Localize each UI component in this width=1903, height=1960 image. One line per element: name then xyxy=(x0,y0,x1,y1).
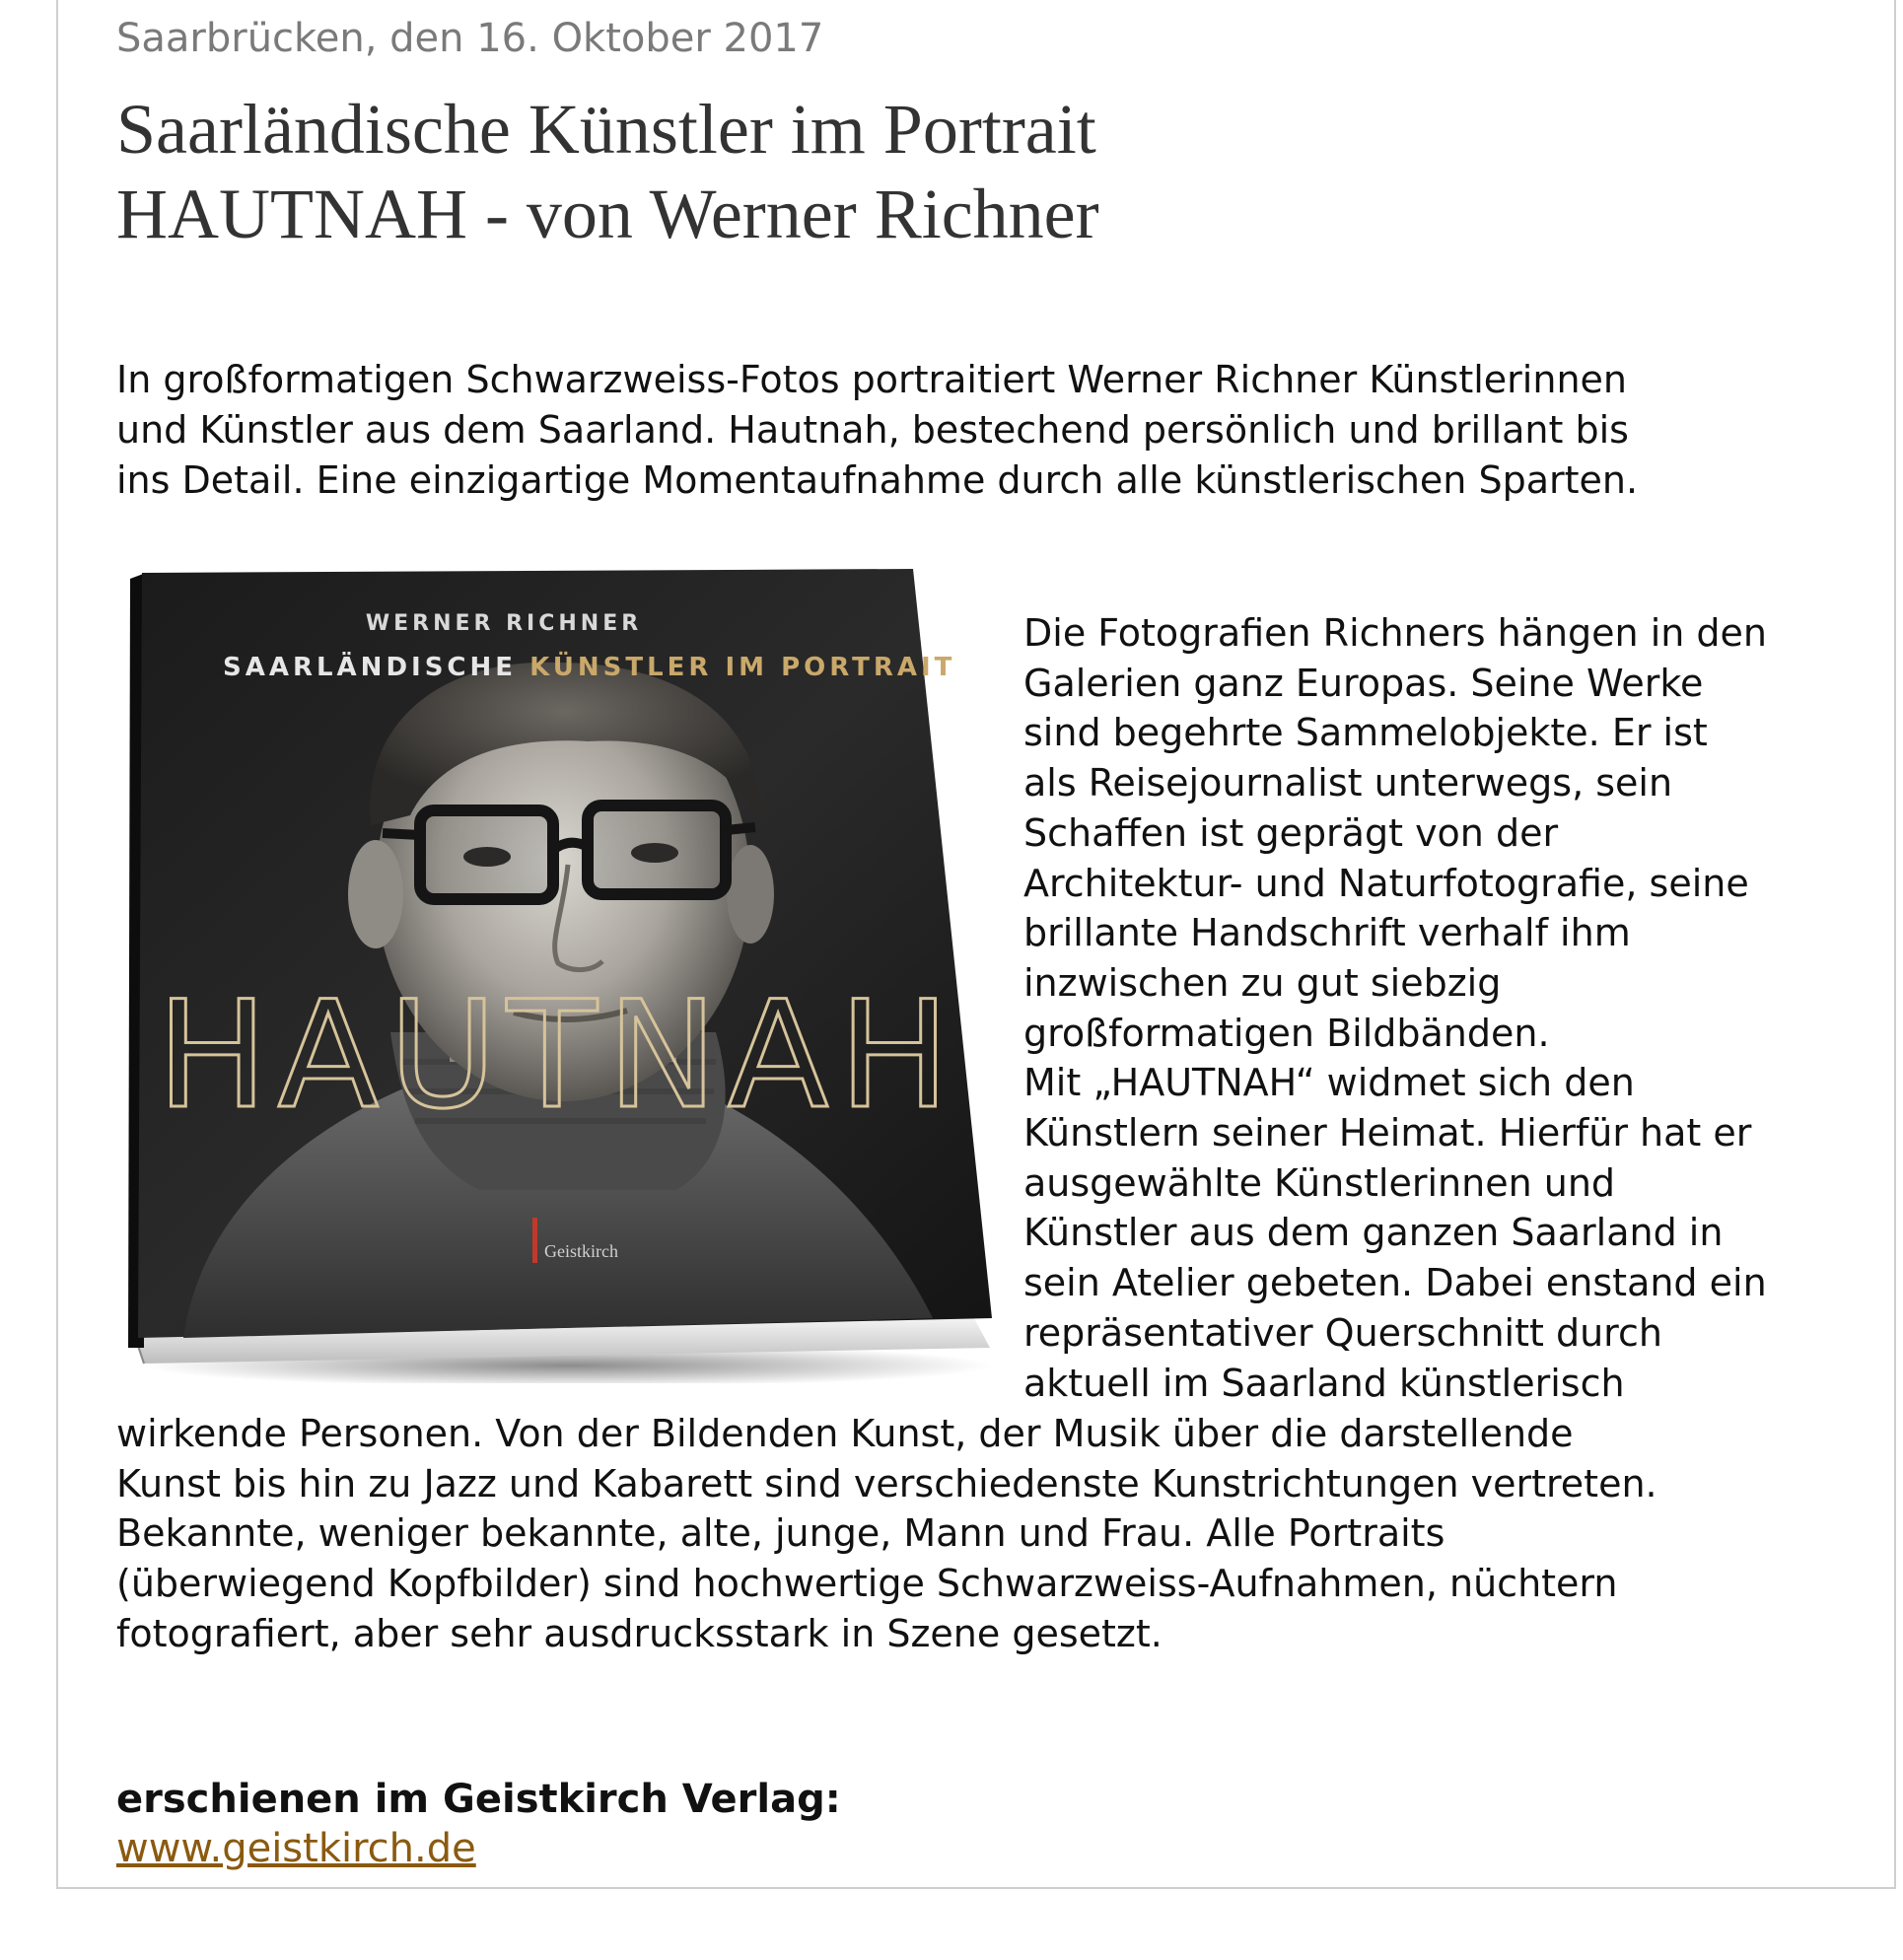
body-line: repräsentativer Querschnitt durch xyxy=(1023,1310,1662,1355)
body-line: sein Atelier gebeten. Dabei enstand ein xyxy=(1023,1261,1767,1305)
lead-line: In großformatigen Schwarzweiss-Fotos portraitiert Werner Richner Künstlerinnen xyxy=(116,358,1627,401)
cover-title: HAUTNAH xyxy=(156,970,960,1142)
lead-line: ins Detail. Eine einzigartige Momentaufnahme durch alle künstlerischen Sparten. xyxy=(116,458,1639,502)
body-line: ausgewählte Künstlerinnen und xyxy=(1023,1160,1616,1205)
body-line: (überwiegend Kopfbilder) sind hochwertige Schwarzweiss-Aufnahmen, nüchtern xyxy=(116,1562,1618,1606)
body-column-full xyxy=(116,1409,1891,1659)
body-line: wirkende Personen. Von der Bildenden Kunst, der Musik über die darstellende xyxy=(116,1412,1574,1455)
cover-subtitle xyxy=(223,650,955,682)
body-line: Bekannte, weniger bekannte, alte, junge, Mann und Frau. Alle Portraits xyxy=(116,1511,1445,1556)
body-line: Mit „HAUTNAH“ widmet sich den xyxy=(1023,1061,1635,1105)
page-title xyxy=(116,87,1099,256)
body-line: inzwischen zu gut siebzig xyxy=(1023,960,1502,1005)
body-line: fotografiert, aber sehr ausdrucksstark in Szene gesetzt. xyxy=(116,1611,1163,1655)
cover-author: WERNER RICHNER xyxy=(365,611,643,636)
title-line-1: Saarländische Künstler im Portrait xyxy=(116,90,1096,169)
lead-paragraph xyxy=(116,355,1852,506)
body-line: großformatigen Bildbänden. xyxy=(1023,1011,1550,1055)
body-column-right xyxy=(1023,608,1903,1408)
body-line: Galerien ganz Europas. Seine Werke xyxy=(1023,661,1704,705)
body-line: sind begehrte Sammelobjekte. Er ist xyxy=(1023,711,1708,755)
body-line: aktuell im Saarland künstlerisch xyxy=(1023,1361,1625,1405)
cover-subtitle-a: SAARLÄNDISCHE xyxy=(223,653,530,682)
cover-publisher: Geistkirch xyxy=(544,1241,618,1261)
body-line: Künstlern seiner Heimat. Hierfür hat er xyxy=(1023,1111,1752,1155)
body-line: Künstler aus dem ganzen Saarland in xyxy=(1023,1211,1724,1255)
book-cover-illustration xyxy=(124,569,998,1383)
body-line: Kunst bis hin zu Jazz und Kabarett sind verschiedenste Kunstrichtungen vertreten. xyxy=(116,1461,1657,1505)
book-cover-image xyxy=(124,569,998,1383)
cover-subtitle-b: KÜNSTLER IM PORTRAIT xyxy=(529,653,956,682)
publisher-website-link[interactable]: www.geistkirch.de xyxy=(116,1826,476,1871)
lead-line: und Künstler aus dem Saarland. Hautnah, bestechend persönlich und brillant bis xyxy=(116,408,1629,452)
dateline: Saarbrücken, den 16. Oktober 2017 xyxy=(116,16,824,61)
publisher-label: erschienen im Geistkirch Verlag: xyxy=(116,1777,841,1822)
body-line: Architektur- und Naturfotografie, seine xyxy=(1023,861,1749,905)
body-line: brillante Handschrift verhalf ihm xyxy=(1023,911,1631,955)
publisher-mark-icon xyxy=(532,1218,537,1263)
title-line-2: HAUTNAH - von Werner Richner xyxy=(116,175,1099,253)
body-line: Die Fotografien Richners hängen in den xyxy=(1023,611,1768,655)
body-line: als Reisejournalist unterwegs, sein xyxy=(1023,761,1673,805)
body-line: Schaffen ist geprägt von der xyxy=(1023,810,1559,855)
